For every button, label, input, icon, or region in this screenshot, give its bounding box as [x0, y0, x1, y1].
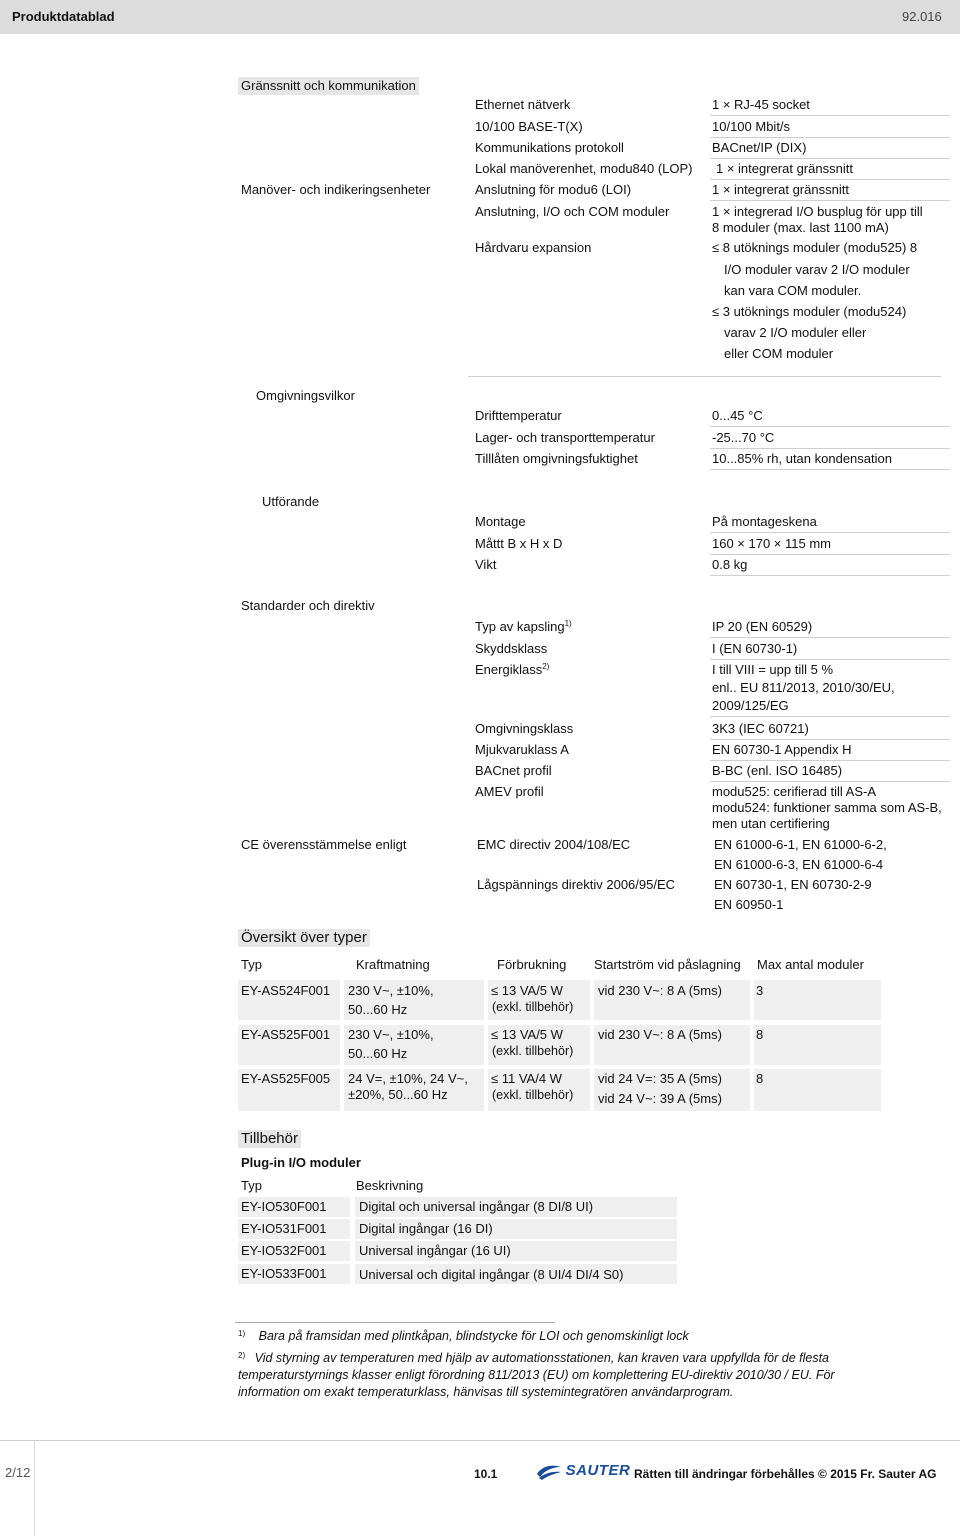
types-col-type: Typ — [241, 957, 262, 972]
standards-value: I (EN 60730-1) — [712, 641, 798, 656]
design-label: Vikt — [475, 557, 497, 572]
interface-value-line: ≤ 8 utöknings moduler (modu525) 8 — [712, 240, 918, 255]
types-row-max: 8 — [756, 1027, 764, 1042]
interface-value: 10/100 Mbit/s — [712, 119, 791, 134]
types-row-type: EY-AS525F001 — [241, 1027, 331, 1042]
footer-rule — [0, 1440, 960, 1441]
types-row-consumption: (exkl. tillbehör) — [492, 1000, 574, 1014]
interface-label: 10/100 BASE-T(X) — [475, 119, 583, 134]
interface-value-line: varav 2 I/O moduler eller — [724, 325, 867, 340]
row-rule — [710, 575, 950, 576]
accessory-type: EY-IO533F001 — [241, 1266, 327, 1281]
footnote-1 — [238, 1328, 689, 1345]
interface-label: Hårdvaru expansion — [475, 240, 592, 255]
design-value: 160 × 170 × 115 mm — [712, 536, 832, 551]
types-row-consumption: (exkl. tillbehör) — [492, 1044, 574, 1058]
row-rule — [710, 179, 950, 180]
interface-value-line: 8 moduler (max. last 1100 mA) — [712, 220, 889, 235]
types-row-max: 8 — [756, 1071, 764, 1086]
accessory-desc: Digital ingångar (16 DI) — [359, 1221, 493, 1236]
types-col-consumption: Förbrukning — [497, 957, 567, 972]
row-rule — [710, 426, 950, 427]
design-value: På montageskena — [712, 514, 817, 529]
cell-bg — [754, 1069, 881, 1111]
ambient-label: Lager- och transporttemperatur — [475, 430, 655, 445]
footnote-text: Bara på framsidan med plintkåpan, blindstycke för LOI och genomskinligt lock — [258, 1329, 689, 1343]
brand-name: SAUTER — [565, 1462, 631, 1479]
sauter-logo — [536, 1462, 630, 1482]
types-row-power: 230 V~, ±10%, — [348, 1027, 434, 1042]
accessory-desc: Universal och digital ingångar (8 UI/4 DI/4 S0) — [359, 1267, 624, 1282]
standards-label: Skyddsklass — [475, 641, 548, 656]
accessories-col-type: Typ — [241, 1178, 262, 1193]
design-label: Måttt B x H x D — [475, 536, 563, 551]
row-rule — [710, 760, 950, 761]
interface-label: Lokal manöverenhet, modu840 (LOP) — [475, 161, 693, 176]
row-rule — [710, 532, 950, 533]
interface-label: Ethernet nätverk — [475, 97, 571, 112]
design-value: 0.8 kg — [712, 557, 748, 572]
section-rule — [468, 376, 941, 377]
footnote-2 — [238, 1350, 829, 1367]
standards-value: 3K3 (IEC 60721) — [712, 721, 809, 736]
document-type: Produktdatablad — [12, 9, 115, 24]
row-rule — [710, 158, 950, 159]
footnote-ref: 2) — [542, 662, 550, 671]
types-row-inrush: vid 230 V~: 8 A (5ms) — [598, 1027, 722, 1042]
types-row-inrush: vid 230 V~: 8 A (5ms) — [598, 983, 722, 998]
footnote-rule — [235, 1322, 555, 1323]
row-rule — [710, 659, 950, 660]
types-row-consumption: ≤ 13 VA/5 W — [491, 983, 563, 998]
interface-label: Anslutning för modu6 (LOI) — [475, 182, 632, 197]
row-rule — [710, 200, 950, 201]
ce-label: CE överensstämmelse enligt — [241, 837, 407, 852]
row-rule — [710, 554, 950, 555]
types-col-max: Max antal moduler — [757, 957, 864, 972]
section-types-heading: Översikt över typer — [238, 929, 370, 947]
interface-label: Anslutning, I/O och COM moduler — [475, 204, 670, 219]
accessories-subheading: Plug-in I/O moduler — [241, 1155, 361, 1170]
standards-value-line: modu525: cerifierad till AS-A — [712, 784, 877, 799]
ce-value-line: EN 61000-6-1, EN 61000-6-2, — [714, 837, 887, 852]
accessory-desc: Digital och universal ingångar (8 DI/8 UI) — [359, 1199, 594, 1214]
types-row-max: 3 — [756, 983, 764, 998]
sauter-swoosh-icon — [536, 1462, 562, 1480]
footer-rights: Rätten till ändringar förbehålles © 2015 Fr. Sauter AG — [634, 1467, 937, 1481]
ambient-label: Drifttemperatur — [475, 408, 562, 423]
footnote-mark: 1) — [238, 1329, 246, 1338]
ce-value-line: EN 60950-1 — [714, 897, 784, 912]
types-row-consumption: ≤ 11 VA/4 W — [491, 1071, 562, 1086]
standards-value-line: enl.. EU 811/2013, 2010/30/EU, — [712, 680, 895, 695]
types-row-consumption: ≤ 13 VA/5 W — [491, 1027, 563, 1042]
types-row-power: 24 V=, ±10%, 24 V~, — [348, 1071, 468, 1086]
row-rule — [710, 739, 950, 740]
interface-label: Kommunikations protokoll — [475, 140, 624, 155]
interface-group-label: Manöver- och indikeringsenheter — [241, 182, 431, 197]
types-row-inrush: vid 24 V~: 39 A (5ms) — [598, 1091, 722, 1106]
standards-label: Mjukvaruklass A — [475, 742, 569, 757]
interface-value-line: eller COM moduler — [724, 346, 834, 361]
standards-label — [475, 662, 549, 678]
accessory-type: EY-IO532F001 — [241, 1243, 327, 1258]
types-row-type: EY-AS524F001 — [241, 983, 331, 998]
standards-value-line: modu524: funktioner samma som AS-B, — [712, 800, 942, 815]
types-row-type: EY-AS525F005 — [241, 1071, 331, 1086]
types-row-power: 50...60 Hz — [348, 1046, 408, 1061]
standards-value: IP 20 (EN 60529) — [712, 619, 813, 634]
ambient-value: 10...85% rh, utan kondensation — [712, 451, 892, 466]
accessories-col-desc: Beskrivning — [356, 1178, 424, 1193]
interface-value: 1 × integrerat gränssnitt — [716, 161, 853, 176]
ambient-value: -25...70 °C — [712, 430, 775, 445]
ce-directive: Lågspännings direktiv 2006/95/EC — [477, 877, 676, 892]
footnote-text: temperaturstyrnings klasser enligt förordning 811/2013 (EU) om komplettering EU-direktiv 2010/30 / EU. För — [238, 1368, 835, 1382]
footnote-text: information om exakt temperaturklass, hänvisas till systemintegratören användarprogram. — [238, 1385, 734, 1399]
footnote-text: Vid styrning av temperaturen med hjälp av automationsstationen, kan kraven vara uppfyllda för de flesta — [254, 1351, 830, 1365]
interface-value-line: I/O moduler varav 2 I/O moduler — [724, 262, 910, 277]
standards-value-line: I till VIII = upp till 5 % — [712, 662, 834, 677]
row-rule — [710, 469, 950, 470]
document-number: 92.016 — [902, 9, 942, 24]
standards-label: BACnet profil — [475, 763, 552, 778]
interface-value: 1 × integrerat gränssnitt — [712, 182, 849, 197]
ce-directive: EMC directiv 2004/108/EC — [477, 837, 631, 852]
row-rule — [710, 115, 950, 116]
footnote-mark: 2) — [238, 1351, 246, 1360]
types-row-power: 50...60 Hz — [348, 1002, 408, 1017]
row-rule — [710, 637, 950, 638]
accessory-type: EY-IO531F001 — [241, 1221, 327, 1236]
row-rule — [710, 716, 950, 717]
ce-value-line: EN 61000-6-3, EN 61000-6-4 — [714, 857, 884, 872]
standards-label-text: Typ av kapsling — [475, 619, 565, 634]
ambient-value: 0...45 °C — [712, 408, 763, 423]
interface-value: BACnet/IP (DIX) — [712, 140, 807, 155]
section-interface-heading: Gränssnitt och kommunikation — [238, 77, 419, 95]
standards-value-line: 2009/125/EG — [712, 698, 789, 713]
header-bar — [0, 0, 960, 34]
standards-label-text: Energiklass — [475, 662, 543, 677]
ambient-label: Tilllåten omgivningsfuktighet — [475, 451, 638, 466]
row-rule — [710, 781, 950, 782]
types-col-inrush: Startström vid påslagning — [594, 957, 741, 972]
cell-bg — [754, 1025, 881, 1065]
types-row-power: ±20%, 50...60 Hz — [348, 1087, 448, 1102]
interface-value-line: 1 × integrerad I/O busplug för upp till — [712, 204, 923, 219]
page-number: 2/12 — [5, 1465, 31, 1480]
standards-label — [475, 619, 572, 635]
section-design-heading: Utförande — [262, 494, 320, 509]
section-ambient-heading: Omgivningsvilkor — [256, 388, 355, 403]
row-rule — [710, 448, 950, 449]
interface-value-line: ≤ 3 utöknings moduler (modu524) — [712, 304, 907, 319]
footnote-ref: 1) — [564, 619, 572, 628]
types-row-power: 230 V~, ±10%, — [348, 983, 434, 998]
footer-version: 10.1 — [474, 1467, 498, 1481]
design-label: Montage — [475, 514, 526, 529]
ce-value-line: EN 60730-1, EN 60730-2-9 — [714, 877, 872, 892]
footer-page-box — [0, 1441, 35, 1536]
accessory-desc: Universal ingångar (16 UI) — [359, 1243, 511, 1258]
row-rule — [710, 137, 950, 138]
standards-label: Omgivningsklass — [475, 721, 574, 736]
cell-bg — [754, 980, 881, 1020]
standards-value-line: men utan certifiering — [712, 816, 830, 831]
interface-value-line: kan vara COM moduler. — [724, 283, 862, 298]
accessory-type: EY-IO530F001 — [241, 1199, 327, 1214]
standards-label: AMEV profil — [475, 784, 544, 799]
interface-value: 1 × RJ-45 socket — [712, 97, 810, 112]
section-standards-heading: Standarder och direktiv — [241, 598, 375, 613]
types-row-consumption: (exkl. tillbehör) — [492, 1088, 574, 1102]
standards-value: B-BC (enl. ISO 16485) — [712, 763, 843, 778]
standards-value: EN 60730-1 Appendix H — [712, 742, 852, 757]
section-accessories-heading: Tillbehör — [238, 1130, 301, 1148]
types-col-power: Kraftmatning — [356, 957, 430, 972]
types-row-inrush: vid 24 V=: 35 A (5ms) — [598, 1071, 722, 1086]
